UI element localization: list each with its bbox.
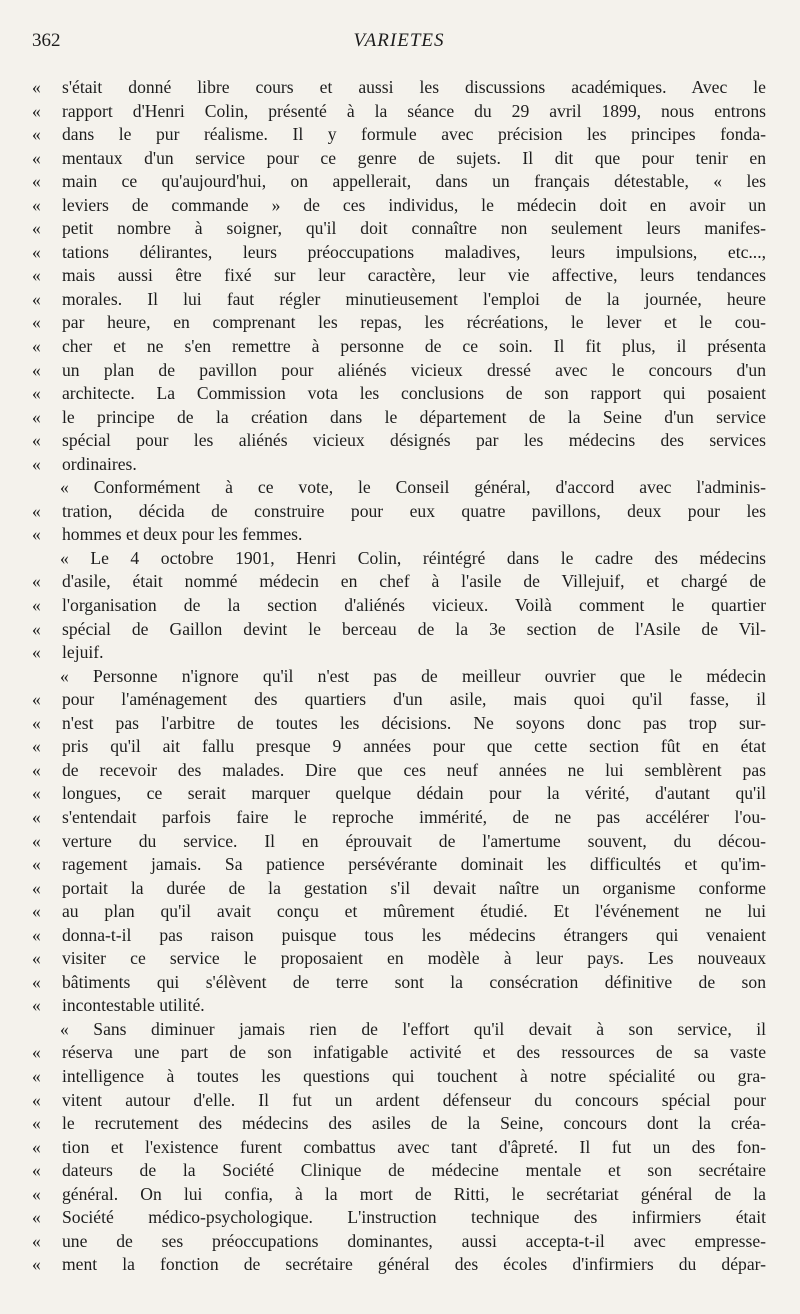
line-text: vitent autour d'elle. Il fut un ardent défenseur du concours spécial pour <box>62 1089 766 1110</box>
quote-mark: « <box>32 241 41 262</box>
quote-mark: « <box>32 312 41 333</box>
line-text: n'est pas l'arbitre de toutes les décisions. Ne soyons donc pas trop sur- <box>62 712 766 733</box>
line-text: un plan de pavillon pour aliénés vicieux dressé avec le concours d'un <box>62 359 766 380</box>
quote-mark: « <box>32 1230 41 1251</box>
running-title: VARIETES <box>353 30 445 51</box>
text-line <box>32 1112 766 1136</box>
line-text: « Conformément à ce vote, le Conseil général, d'accord avec l'adminis- <box>60 477 766 498</box>
line-text: main ce qu'aujourd'hui, on appellerait, dans un français détestable, « les <box>62 171 766 192</box>
text-line <box>32 547 766 571</box>
line-text: leviers de commande » de ces individus, le médecin doit en avoir un <box>62 194 766 215</box>
text-line <box>32 759 766 783</box>
page-header <box>32 30 766 56</box>
text-line <box>32 806 766 830</box>
line-text: verture du service. Il en éprouvait de l'amertume souvent, du décou- <box>62 830 766 851</box>
quote-mark: « <box>32 194 41 215</box>
quote-mark: « <box>32 571 41 592</box>
line-text: « Personne n'ignore qu'il n'est pas de meilleur ouvrier que le médecin <box>60 665 766 686</box>
quote-mark: « <box>32 830 41 851</box>
quote-mark: « <box>32 712 41 733</box>
text-line <box>32 1136 766 1160</box>
line-text: spécial de Gaillon devint le berceau de la 3e section de l'Asile de Vil- <box>62 618 766 639</box>
quote-mark: « <box>32 1089 41 1110</box>
text-line <box>32 971 766 995</box>
text-line <box>32 641 766 665</box>
line-text: pour l'aménagement des quartiers d'un asile, mais quoi qu'il fasse, il <box>62 689 766 710</box>
quote-mark: « <box>32 524 41 545</box>
quote-mark: « <box>32 1065 41 1086</box>
quote-mark: « <box>32 430 41 451</box>
line-text: tations délirantes, leurs préoccupations maladives, leurs impulsions, etc..., <box>62 241 766 262</box>
line-text: petit nombre à soigner, qu'il doit connaître non seulement leurs manifes- <box>62 218 766 239</box>
quote-mark: « <box>32 854 41 875</box>
line-text: ragement jamais. Sa patience persévérante dominait les difficultés et qu'im- <box>62 854 766 875</box>
line-text: réserva une part de son infatigable activité et des ressources de sa vaste <box>62 1042 766 1063</box>
quote-mark: « <box>32 1113 41 1134</box>
quote-mark: « <box>32 877 41 898</box>
quote-mark: « <box>32 901 41 922</box>
quote-mark: « <box>32 77 41 97</box>
line-text: général. On lui confia, à la mort de Ritti, le secrétariat général de la <box>62 1183 766 1204</box>
text-line <box>32 1089 766 1113</box>
text-line <box>32 782 766 806</box>
line-text: de recevoir des malades. Dire que ces neuf années ne lui semblèrent pas <box>62 759 766 780</box>
text-line <box>32 900 766 924</box>
line-text: mais aussi être fixé sur leur caractère, leur vie affective, leurs tendances <box>62 265 766 286</box>
text-line <box>32 853 766 877</box>
line-text: s'entendait parfois faire le reproche immérité, de ne pas accélérer l'ou- <box>62 806 766 827</box>
line-text: visiter ce service le proposaient en modèle à leur pays. Les nouveaux <box>62 948 766 969</box>
quote-mark: « <box>32 1136 41 1157</box>
quote-mark: « <box>32 595 41 616</box>
text-line <box>32 335 766 359</box>
text-line <box>32 288 766 312</box>
text-line <box>32 406 766 430</box>
quote-mark: « <box>32 1183 41 1204</box>
text-line <box>32 382 766 406</box>
quote-mark: « <box>32 1160 41 1181</box>
quote-mark: « <box>32 1254 41 1275</box>
text-line <box>32 830 766 854</box>
line-text: dans le pur réalisme. Il y formule avec précision les principes fonda- <box>62 124 766 145</box>
text-line <box>32 123 766 147</box>
line-text: le principe de la création dans le département de la Seine d'un service <box>62 406 766 427</box>
line-text: une de ses préoccupations dominantes, aussi accepta-t-il avec empresse- <box>62 1230 766 1251</box>
quote-mark: « <box>32 336 41 357</box>
quote-mark: « <box>32 995 41 1016</box>
text-line <box>32 1159 766 1183</box>
body-text <box>32 76 766 1277</box>
text-line <box>32 1253 766 1277</box>
line-text: pris qu'il ait fallu presque 9 années pour que cette section fût en état <box>62 736 766 757</box>
quote-mark: « <box>32 147 41 168</box>
quote-mark: « <box>32 618 41 639</box>
text-line <box>32 1183 766 1207</box>
text-line <box>32 217 766 241</box>
line-text: incontestable utilité. <box>62 995 205 1016</box>
text-line <box>32 1206 766 1230</box>
text-line <box>32 1230 766 1254</box>
quote-mark: « <box>32 806 41 827</box>
line-text: portait la durée de la gestation s'il devait naître un organisme conforme <box>62 877 766 898</box>
quote-mark: « <box>32 100 41 121</box>
quote-mark: « <box>32 265 41 286</box>
quote-mark: « <box>32 383 41 404</box>
text-line <box>32 618 766 642</box>
text-line <box>32 100 766 124</box>
quote-mark: « <box>32 689 41 710</box>
line-text: l'organisation de la section d'aliénés vicieux. Voilà comment le quartier <box>62 595 766 616</box>
text-line <box>32 735 766 759</box>
line-text: « Le 4 octobre 1901, Henri Colin, réintégré dans le cadre des médecins <box>60 547 766 568</box>
text-line <box>32 712 766 736</box>
line-text: « Sans diminuer jamais rien de l'effort qu'il devait à son service, il <box>60 1018 766 1039</box>
text-line <box>32 877 766 901</box>
quote-mark: « <box>32 736 41 757</box>
text-line <box>32 170 766 194</box>
text-line <box>32 570 766 594</box>
line-text: tion et l'existence furent combattus avec tant d'âpreté. Il fut un des fon- <box>62 1136 766 1157</box>
line-text: dateurs de la Société Clinique de médecine mentale et son secrétaire <box>62 1160 766 1181</box>
text-line <box>32 311 766 335</box>
quote-mark: « <box>32 406 41 427</box>
quote-mark: « <box>32 971 41 992</box>
line-text: rapport d'Henri Colin, présenté à la séance du 29 avril 1899, nous entrons <box>62 100 766 121</box>
text-line <box>32 359 766 383</box>
text-line <box>32 523 766 547</box>
line-text: mentaux d'un service pour ce genre de sujets. Il dit que pour tenir en <box>62 147 766 168</box>
line-text: ordinaires. <box>62 453 137 474</box>
line-text: hommes et deux pour les femmes. <box>62 524 303 545</box>
text-line <box>32 947 766 971</box>
text-line <box>32 194 766 218</box>
line-text: s'était donné libre cours et aussi les discussions académiques. Avec le <box>62 77 766 97</box>
line-text: Société médico-psychologique. L'instruction technique des infirmiers était <box>62 1207 766 1228</box>
quote-mark: « <box>32 783 41 804</box>
text-line <box>32 147 766 171</box>
line-text: le recrutement des médecins des asiles de la Seine, concours dont la créa- <box>62 1113 766 1134</box>
line-text: architecte. La Commission vota les conclusions de son rapport qui posaient <box>62 383 766 404</box>
text-line <box>32 1041 766 1065</box>
text-line <box>32 500 766 524</box>
text-line <box>32 1065 766 1089</box>
quote-mark: « <box>32 759 41 780</box>
quote-mark: « <box>32 453 41 474</box>
line-text: donna-t-il pas raison puisque tous les médecins étrangers qui venaient <box>62 924 766 945</box>
line-text: intelligence à toutes les questions qui touchent à notre spécialité ou gra- <box>62 1065 766 1086</box>
quote-mark: « <box>32 924 41 945</box>
text-line <box>32 476 766 500</box>
line-text: longues, ce serait marquer quelque dédain pour la vérité, d'autant qu'il <box>62 783 766 804</box>
text-line <box>32 1018 766 1042</box>
quote-mark: « <box>32 1042 41 1063</box>
text-line <box>32 994 766 1018</box>
quote-mark: « <box>32 218 41 239</box>
quote-mark: « <box>32 948 41 969</box>
quote-mark: « <box>32 288 41 309</box>
line-text: par heure, en comprenant les repas, les récréations, le lever et le cou- <box>62 312 766 333</box>
line-text: lejuif. <box>62 642 104 663</box>
text-line <box>32 924 766 948</box>
line-text: bâtiments qui s'élèvent de terre sont la consécration définitive de son <box>62 971 766 992</box>
text-line <box>32 264 766 288</box>
line-text: au plan qu'il avait conçu et mûrement étudié. Et l'événement ne lui <box>62 901 766 922</box>
line-text: spécial pour les aliénés vicieux désignés par les médecins des services <box>62 430 766 451</box>
page-number: 362 <box>32 30 61 51</box>
quote-mark: « <box>32 359 41 380</box>
text-line <box>32 76 766 100</box>
quote-mark: « <box>32 171 41 192</box>
line-text: tration, décida de construire pour eux quatre pavillons, deux pour les <box>62 500 766 521</box>
line-text: morales. Il lui faut régler minutieusement l'emploi de la journée, heure <box>62 288 766 309</box>
quote-mark: « <box>32 500 41 521</box>
quote-mark: « <box>32 124 41 145</box>
text-line <box>32 429 766 453</box>
text-line <box>32 594 766 618</box>
text-line <box>32 665 766 689</box>
text-line <box>32 241 766 265</box>
text-line <box>32 453 766 477</box>
quote-mark: « <box>32 642 41 663</box>
text-line <box>32 688 766 712</box>
line-text: ment la fonction de secrétaire général des écoles d'infirmiers du dépar- <box>62 1254 766 1275</box>
line-text: d'asile, était nommé médecin en chef à l'asile de Villejuif, et chargé de <box>62 571 766 592</box>
quote-mark: « <box>32 1207 41 1228</box>
line-text: cher et ne s'en remettre à personne de ce soin. Il fit plus, il présenta <box>62 336 766 357</box>
